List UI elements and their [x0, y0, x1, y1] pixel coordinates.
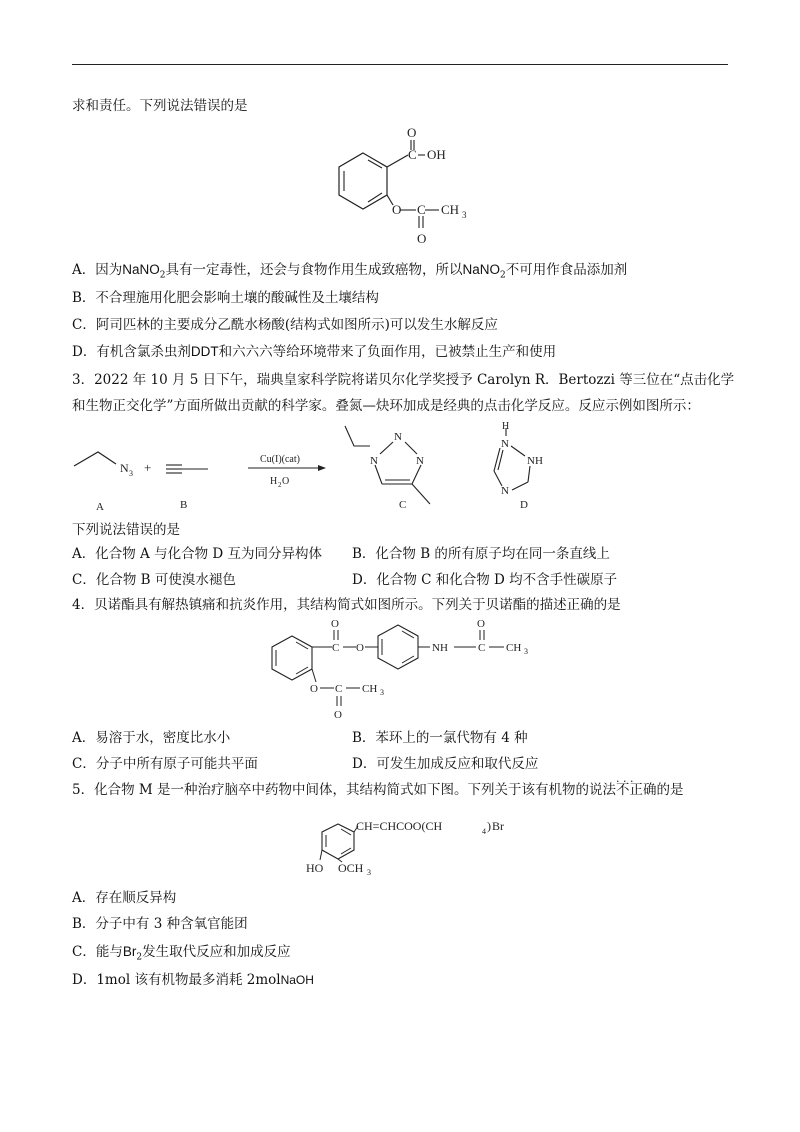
label-compound-a: A: [96, 501, 104, 513]
solvent-h: H: [270, 476, 278, 487]
aspirin-label-o1: O: [407, 125, 417, 140]
label-compound-d: D: [520, 499, 528, 511]
aspirin-label-c2: C: [417, 202, 426, 217]
q4-stem: 4．贝诺酯具有解热镇痛和抗炎作用，其结构简式如图所示。下列关于贝诺酯的描述正确的是: [72, 597, 621, 613]
plus-sign: +: [144, 460, 152, 475]
click-reaction-scheme: [70, 418, 570, 520]
benorilate-c-top: C: [332, 642, 340, 654]
benorilate-ch3-bottom: CH: [362, 683, 378, 695]
label-d-n1: N: [501, 438, 509, 450]
label-d-h: H: [502, 421, 510, 432]
label-compound-c: C: [399, 499, 407, 511]
benorilate-ch3-bottom-sub: 3: [380, 688, 384, 697]
compound-m-chain-end: ): [487, 819, 491, 833]
benorilate-c-bottom: C: [335, 683, 343, 695]
q3-option-c: C．化合物 B 可使溴水褪色: [72, 572, 236, 588]
q2-option-d: D．有机含氯杀虫剂DDT和六六六等给环境带来了负面作用，已被禁止生产和使用: [72, 344, 557, 360]
solvent-sub: 2: [278, 481, 282, 489]
benorilate-o-amide: O: [477, 618, 485, 630]
q3-stem-line2: 和生物正交化学”方面所做出贡献的科学家。叠氮—炔环加成是经典的点击化学反应。反应示例如图所示：: [72, 398, 700, 414]
q2-option-a: A．因为NaNO$_2$具有一定毒性，还会与食物作用生成致癌物，所以NaNO$_2$不可用作食品添加剂: [72, 262, 628, 281]
q3-prompt: 下列说法错误的是: [72, 522, 180, 538]
catalyst-label: Cu(I)(cat): [260, 454, 300, 465]
compound-m-structure: [300, 810, 560, 882]
aspirin-label-c1: C: [408, 147, 417, 162]
triazole-n2: N: [394, 431, 402, 443]
benorilate-c-amide: C: [478, 642, 486, 654]
compound-m-br: Br: [492, 819, 504, 833]
compound-m-sub4: 4: [482, 827, 486, 836]
benorilate-structure: [262, 616, 552, 728]
q5-option-d: D．1mol 该有机物最多消耗 2molNaOH: [72, 972, 314, 988]
top-rule: [72, 64, 728, 65]
label-compound-b: B: [180, 499, 188, 511]
benorilate-ch3-right: CH: [506, 642, 522, 654]
benorilate-nh: NH: [432, 642, 448, 654]
compound-m-sub3: 3: [367, 868, 371, 877]
triazole-n1: N: [370, 455, 378, 467]
q4-option-a: A．易溶于水，密度比水小: [72, 730, 231, 746]
aspirin-label-sub3: 3: [462, 210, 467, 220]
aspirin-label-o3: O: [417, 231, 427, 246]
q4-option-b: B．苯环上的一氯代物有 4 种: [352, 730, 528, 746]
benorilate-ch3-right-sub: 3: [524, 647, 528, 656]
benorilate-o-bottom-carbonyl: O: [334, 709, 342, 721]
q2-option-b: B．不合理施用化肥会影响土壤的酸碱性及土壤结构: [72, 290, 379, 306]
q3-option-a: A．化合物 A 与化合物 D 互为同分异构体: [72, 546, 322, 562]
compound-m-chain: CH=CHCOO(CH: [356, 819, 443, 833]
q5-stem-emphasis: · · · 不正确: [616, 782, 657, 798]
aspirin-label-o2: O: [392, 202, 402, 217]
compound-m-ho: HO: [306, 861, 324, 875]
benorilate-o-ester: O: [356, 642, 364, 654]
q4-option-d: D．可发生加成反应和取代反应: [352, 756, 539, 772]
aspirin-label-ch: CH: [441, 202, 460, 217]
q3-option-b: B．化合物 B 的所有原子均在同一条直线上: [352, 546, 610, 562]
label-n3: N: [120, 461, 129, 475]
label-d-n3: N: [501, 485, 509, 497]
intro-line: 求和责任。下列说法错误的是: [72, 98, 248, 114]
compound-m-och: OCH: [338, 861, 364, 875]
q5-option-b: B．分子中有 3 种含氧官能团: [72, 916, 248, 932]
q5-option-a: A．存在顺反异构: [72, 890, 177, 906]
aspirin-label-oh: OH: [427, 147, 446, 162]
solvent-o: O: [282, 476, 290, 487]
q3-option-d: D．化合物 C 和化合物 D 均不含手性碳原子: [352, 572, 618, 588]
q2-option-c: C．阿司匹林的主要成分乙酰水杨酸(结构式如图所示)可以发生水解反应: [72, 317, 498, 333]
label-d-nh: NH: [527, 455, 543, 467]
aspirin-structure: [315, 120, 495, 255]
q4-option-c: C．分子中所有原子可能共平面: [72, 756, 258, 772]
label-n3-sub: 3: [129, 469, 133, 478]
benorilate-o-bottom: O: [310, 683, 318, 695]
q3-stem-line1: 3．2022 年 10 月 5 日下午，瑞典皇家科学院将诺贝尔化学奖授予 Carolyn R．Bertozzi 等三位在“点击化学: [72, 372, 735, 388]
benorilate-o-top: O: [331, 618, 339, 630]
q5-option-c: C．能与$Br_2$发生取代反应和加成反应: [72, 944, 291, 963]
triazole-n3: N: [416, 455, 424, 467]
q5-stem: 5．化合物 M 是一种治疗脑卒中药物中间体，其结构简式如下图。下列关于该有机物的说法· · · 不正确的是: [72, 780, 684, 800]
